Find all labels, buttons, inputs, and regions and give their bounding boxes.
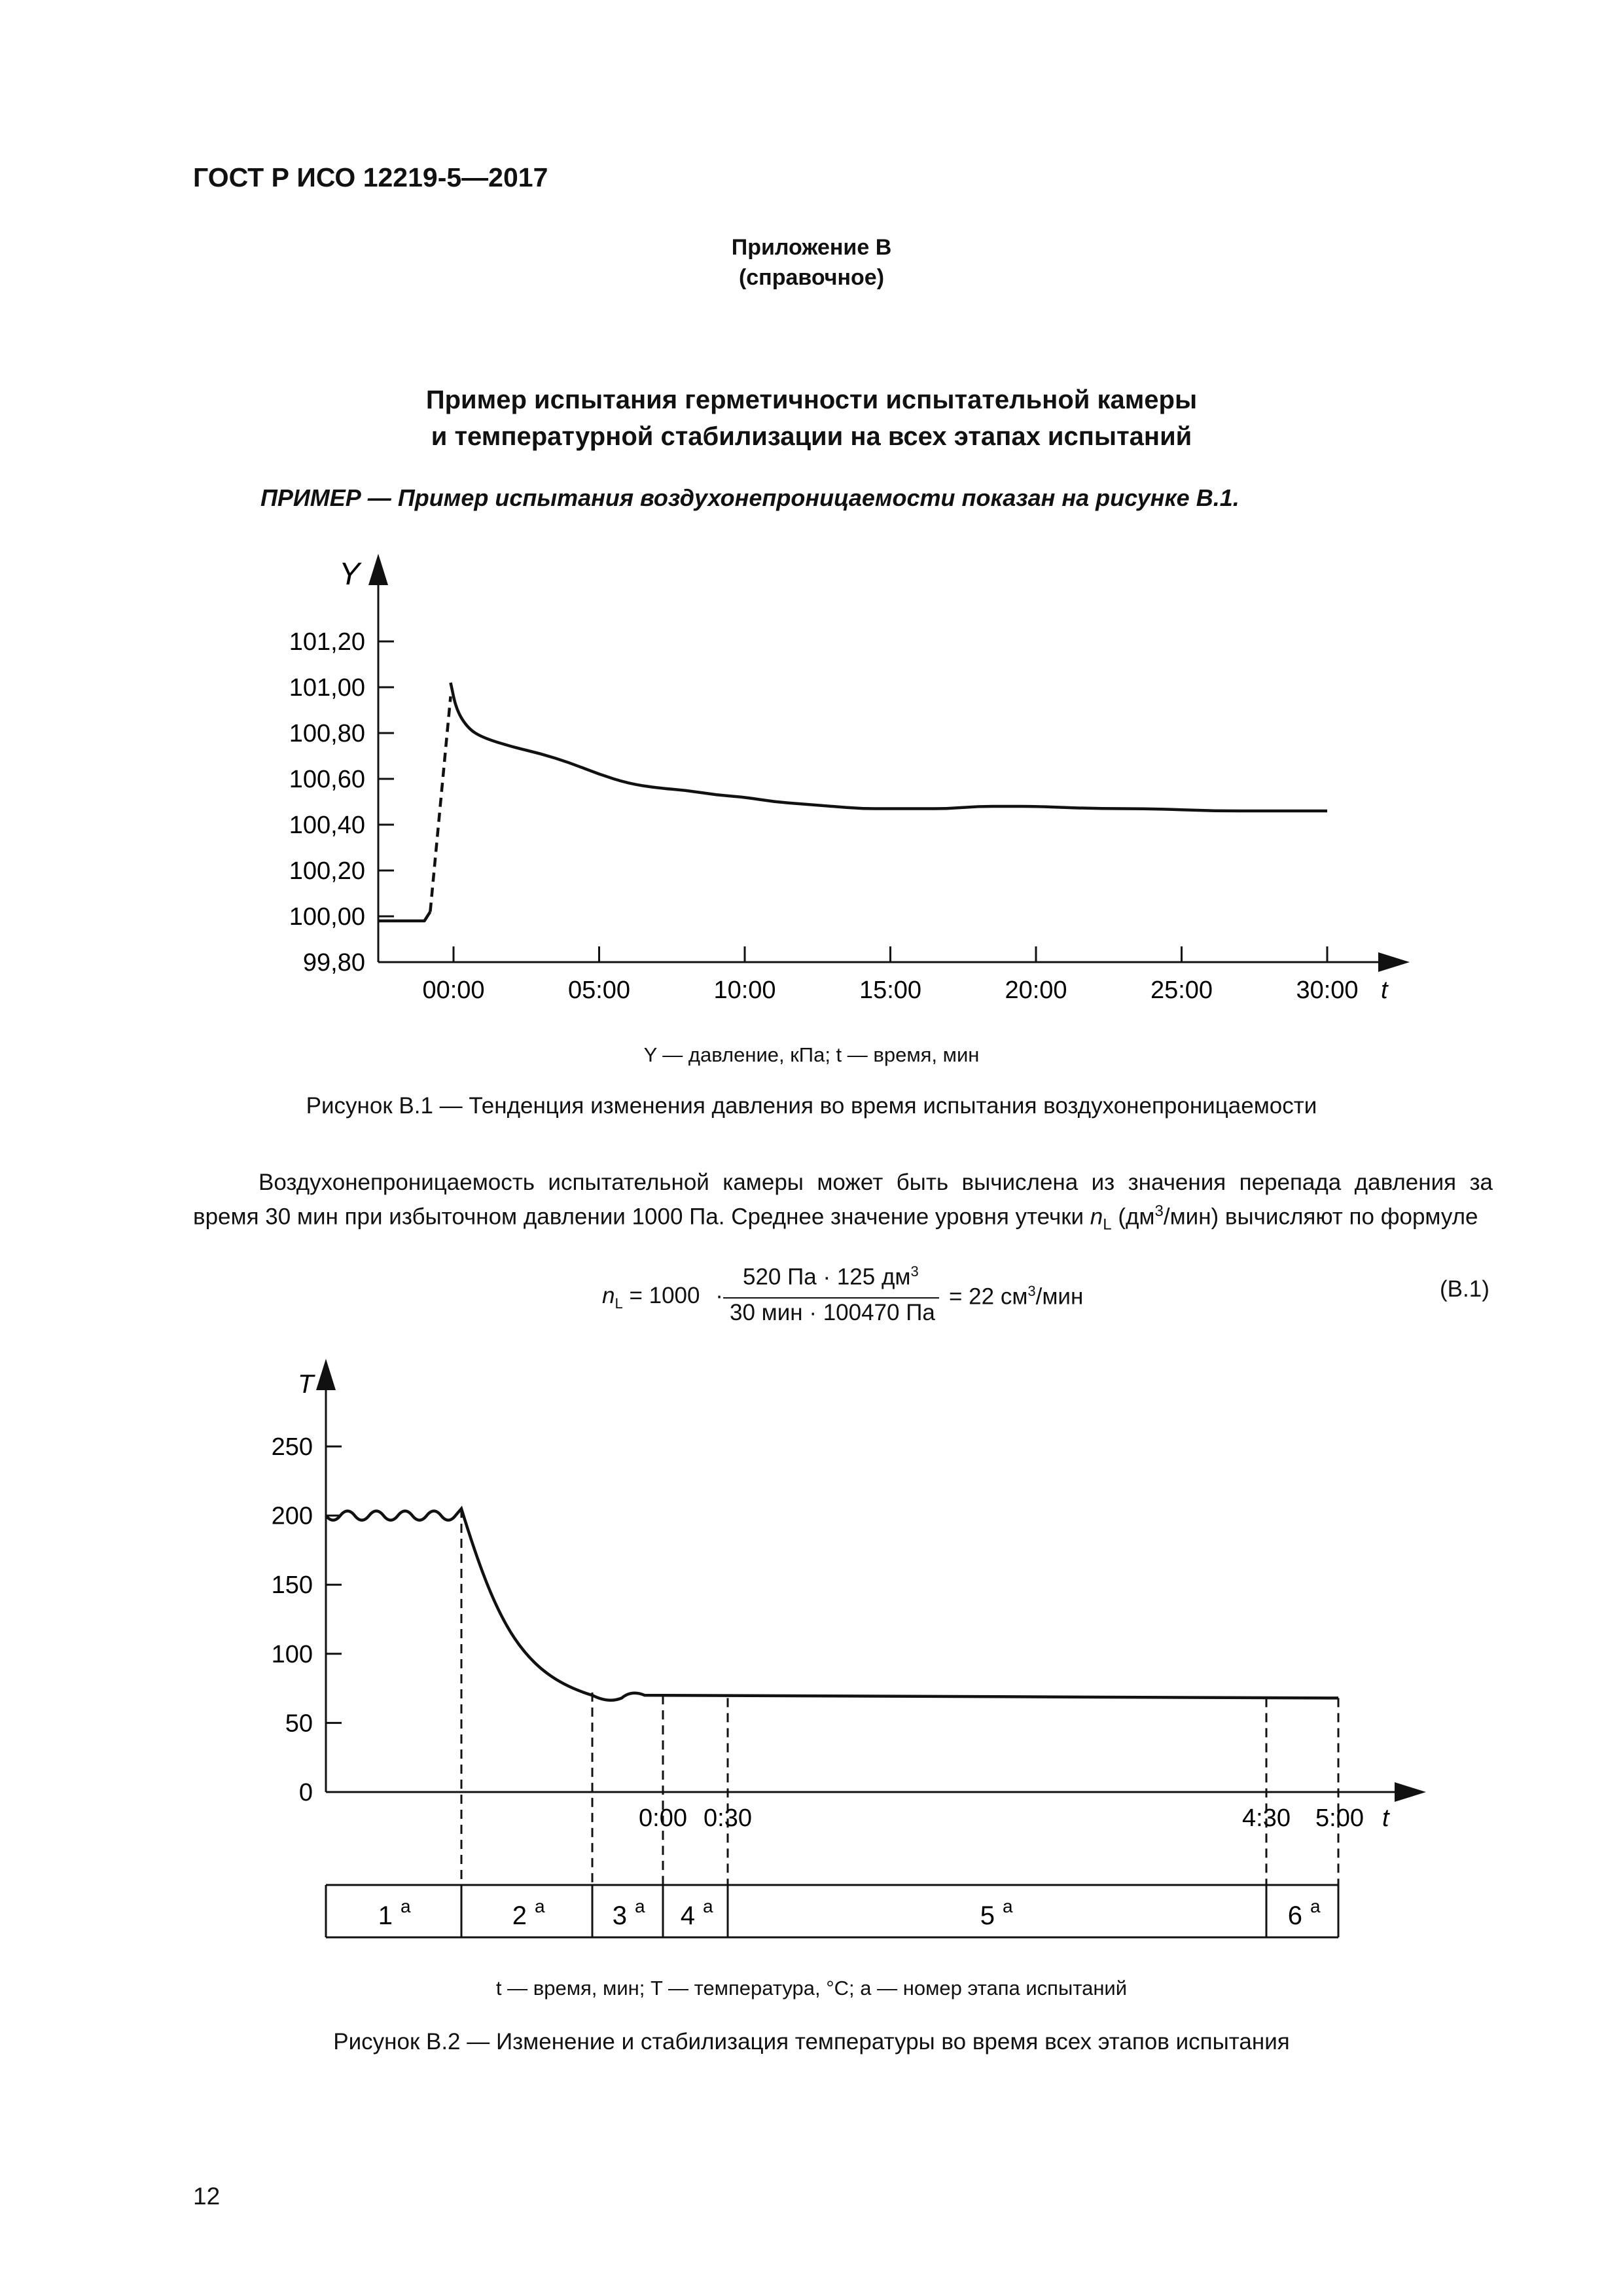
- para-text1: Воздухонепроницаемость испытательной камеры может быть вычислена из значения перепада давления за время 30 мин при избыточном давлении 1000 Па. Среднее значение уровня утечки: [193, 1170, 1493, 1230]
- formula-result: = 22 см: [949, 1283, 1028, 1310]
- y-tick-label: 150: [271, 1571, 313, 1600]
- figure2-caption: Рисунок В.2 — Изменение и стабилизация температуры во время всех этапов испытания: [333, 2029, 1290, 2054]
- y-tick-label: 101,00: [289, 674, 365, 702]
- document-header: ГОСТ Р ИСО 12219-5—2017: [193, 162, 548, 192]
- formula-var-sub: L: [615, 1295, 623, 1312]
- y-tick-label: 250: [271, 1433, 313, 1461]
- pressure-series-pressurisation: [430, 696, 450, 912]
- para-var: n: [1090, 1204, 1103, 1230]
- y-tick-label: 99,80: [302, 949, 365, 977]
- y-axis-label: T: [298, 1370, 314, 1399]
- formula-number: (В.1): [1440, 1276, 1489, 1302]
- formula-res-unit: /мин: [1035, 1283, 1084, 1310]
- x-tick-label: 5:00: [1315, 1804, 1364, 1832]
- para-text2: (дм: [1111, 1204, 1155, 1230]
- stage-superscript: a: [401, 1896, 411, 1916]
- y-tick-label: 100: [271, 1640, 313, 1668]
- x-tick-label: 10:00: [713, 977, 776, 1004]
- stage-superscript: a: [1310, 1896, 1321, 1916]
- formula-numerator: [743, 1263, 919, 1291]
- x-tick-label: 25:00: [1150, 977, 1213, 1004]
- y-tick-label: 100,00: [289, 903, 365, 931]
- y-tick-label: 100,20: [289, 857, 365, 885]
- stage-label: 5: [980, 1901, 995, 1930]
- x-tick-label: 05:00: [567, 977, 631, 1004]
- y-tick-label: 50: [285, 1710, 313, 1738]
- x-tick-label: 0:00: [639, 1804, 687, 1832]
- pressure-series-pressure: [451, 683, 1327, 811]
- x-tick-label: 20:00: [1005, 977, 1067, 1004]
- x-tick-label: 30:00: [1296, 977, 1359, 1004]
- stage-label: 6: [1287, 1901, 1302, 1930]
- x-tick-label: 15:00: [859, 977, 922, 1004]
- fraction-bar: [723, 1297, 939, 1299]
- stage-label: 4: [680, 1901, 695, 1930]
- y-tick-label: 100,40: [289, 812, 365, 839]
- section-title-line1: Пример испытания герметичности испытательной камеры: [425, 386, 1198, 414]
- stage-superscript: a: [635, 1896, 645, 1916]
- formula-b1: $n_L = 1000$ · 520 Па · 125 $дм^3$ 30 мин · 100470 Па = 22 $см^3$/мин: [602, 1263, 1084, 1325]
- x-tick-label: 0:30: [704, 1804, 752, 1832]
- figure2-legend: t — время, мин; T — температура, °C; a — номер этапа испытаний: [495, 1977, 1128, 2000]
- stage-superscript: a: [1003, 1896, 1013, 1916]
- figure1-legend: Y — давление, кПа; t — время, мин: [643, 1043, 980, 1066]
- body-paragraph: [193, 1168, 1493, 1240]
- para-sub: L: [1103, 1215, 1112, 1234]
- section-title-line2: и температурной стабилизации на всех этапах испытаний: [431, 422, 1192, 451]
- figure1-caption: Рисунок В.1 — Тенденция изменения давления во время испытания воздухонепроницаемости: [306, 1093, 1317, 1119]
- x-tick-label: 00:00: [422, 977, 485, 1004]
- annex-status: (справочное): [738, 265, 885, 290]
- formula-denominator: 30 мин · 100470 Па: [730, 1300, 935, 1325]
- x-axis-label: t: [1381, 977, 1388, 1004]
- y-tick-label: 100,60: [289, 766, 365, 793]
- y-tick-label: 0: [298, 1779, 313, 1806]
- formula-res-sup: 3: [1027, 1283, 1036, 1299]
- page-number: 12: [193, 2183, 221, 2210]
- formula-var: n: [602, 1283, 615, 1308]
- example-note: ПРИМЕР — Пример испытания воздухонепроницаемости показан на рисунке В.1.: [260, 484, 1240, 511]
- y-axis-label: Y: [339, 557, 361, 592]
- stage-superscript: a: [703, 1896, 713, 1916]
- stage-label: 2: [512, 1901, 527, 1930]
- para-sup: 3: [1154, 1202, 1164, 1220]
- y-tick-label: 100,80: [289, 720, 365, 747]
- y-tick-label: 200: [271, 1502, 313, 1530]
- x-tick-label: 4:30: [1242, 1804, 1291, 1832]
- stage-superscript: a: [535, 1896, 545, 1916]
- stage-label: 3: [612, 1901, 627, 1930]
- para-text3: /мин) вычисляют по формуле: [1163, 1204, 1478, 1230]
- annex-title: Приложение В: [731, 235, 892, 260]
- y-tick-label: 101,20: [289, 628, 365, 656]
- x-axis-label: t: [1382, 1804, 1389, 1832]
- formula-numerator-text: 520 Па · 125 дм: [743, 1264, 911, 1290]
- formula-lhs: = 1000: [629, 1283, 700, 1308]
- formula-num-sup: 3: [910, 1263, 919, 1280]
- stage-label: 1: [378, 1901, 393, 1930]
